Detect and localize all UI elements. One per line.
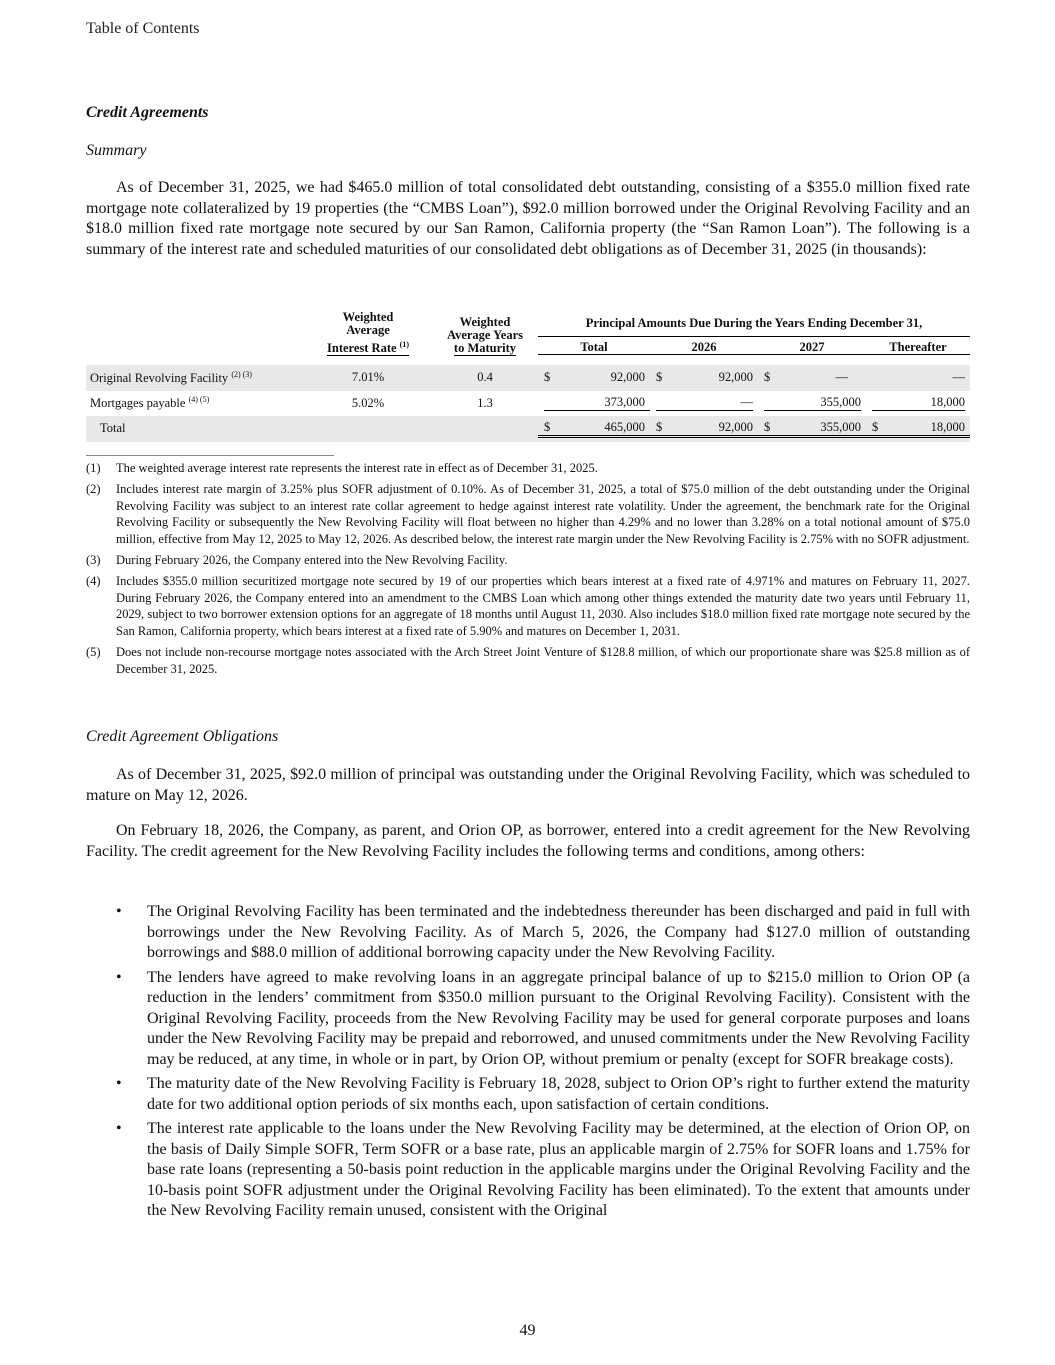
terms-bullet-list bbox=[86, 902, 970, 1226]
total-total: $ 465,000 bbox=[538, 416, 650, 442]
summary-paragraph-wrap bbox=[86, 178, 970, 260]
row-years: 1.3 bbox=[477, 395, 493, 410]
section-heading-wrap bbox=[86, 104, 970, 122]
section-title: Credit Agreements bbox=[86, 104, 209, 121]
total-label: Total bbox=[86, 416, 304, 442]
header-2027: 2027 bbox=[758, 337, 866, 355]
table-header-row-1 bbox=[86, 310, 970, 337]
header-years-to-maturity: Weighted Average Years to Maturity bbox=[446, 314, 523, 355]
footnote-divider bbox=[86, 455, 334, 456]
total-2027: $ 355,000 bbox=[758, 416, 866, 442]
row-2026: $ 92,000 bbox=[650, 365, 758, 391]
summary-paragraph: As of December 31, 2025, we had $465.0 million of total consolidated debt outstanding, consisting of a $355.0 million fixed rate mortgage note collateralized by 19 properties (the “CMBS Loan”), $92.0 million borrowed under the Original Revolving Facility and an $18.0 million fixed rate mortgage note secured by our San Ramon, California property (the “San Ramon Loan”). The following is a summary of the interest rate and scheduled maturities of our consolidated debt obligations as of December 31, 2025 (in thousands): bbox=[86, 179, 970, 258]
footnote-item: (2) Includes interest rate margin of 3.25% plus SOFR adjustment of 0.10%. As of December 31, 2025, a total of $75.0 million of the debt outstanding under the Original Revolving Facility was subject to an interest rate collar agreement to hedge against interest rate volatility. Under the agreement, the benchmark rate for the Original Revolving Facility or subsequently the New Revolving Facility will float between no higher than 4.29% and no lower than 3.28% on a total notional amount of $75.0 million, effective from May 12, 2025 to May 12, 2026. As described below, the interest rate margin under the New Revolving Facility is 2.75% with no SOFR adjustment. bbox=[86, 481, 970, 547]
table-row bbox=[86, 365, 970, 391]
row-2026: — bbox=[650, 391, 758, 417]
summary-heading-wrap bbox=[86, 142, 970, 160]
footnotes bbox=[86, 460, 970, 682]
footnote-item: (4) Includes $355.0 million securitized mortgage note secured by 19 of our properties which bears interest at a fixed rate of 4.971% and matures on February 11, 2027. During February 2026, the Company entered into an amendment to the CMBS Loan which among other things extended the maturity date two years until February 11, 2029, subject to two borrower extension options for an aggregate of 18 months until August 11, 2030. Also includes $18.0 million fixed rate mortgage note secured by the San Ramon, California property, which bears interest at a fixed rate of 5.90% and matures on December 1, 2031. bbox=[86, 573, 970, 639]
list-item: • The maturity date of the New Revolving Facility is February 18, 2028, subject to Orion OP’s right to further extend the maturity date for two additional option periods of six months each, upon satisfaction of certain conditions. bbox=[116, 1075, 970, 1113]
header-principal-group: Principal Amounts Due During the Years Ending December 31, bbox=[538, 310, 970, 337]
table-of-contents-link[interactable]: Table of Contents bbox=[86, 20, 200, 37]
list-item: • The Original Revolving Facility has been terminated and the indebtedness thereunder has been discharged and paid in full with borrowings under the New Revolving Facility. As of March 5, 2026, the Company had $127.0 million of outstanding borrowings and $88.0 million of additional borrowing capacity under the New Revolving Facility. bbox=[116, 903, 970, 961]
total-2026: $ 92,000 bbox=[650, 416, 758, 442]
obligations-paragraph-1: As of December 31, 2025, $92.0 million of principal was outstanding under the Original Revolving Facility, which was scheduled to mature on May 12, 2026. bbox=[86, 766, 970, 804]
obligations-paragraph-2: On February 18, 2026, the Company, as parent, and Orion OP, as borrower, entered into a credit agreement for the New Revolving Facility. The credit agreement for the New Revolving Facility includes the following terms and conditions, among others: bbox=[86, 822, 970, 860]
row-2027: 355,000 bbox=[758, 391, 866, 417]
header-2026: 2026 bbox=[650, 337, 758, 355]
table-total-row bbox=[86, 416, 970, 442]
obligations-para2-wrap bbox=[86, 821, 970, 862]
table-row bbox=[86, 391, 970, 417]
debt-summary-table bbox=[86, 310, 970, 442]
row-total: 373,000 bbox=[538, 391, 650, 417]
obligations-heading-wrap bbox=[86, 728, 970, 746]
header-interest-rate: Weighted Average Interest Rate $^{(1)}$ bbox=[327, 310, 409, 355]
row-label: Mortgages payable $^{(4) (5)}$ bbox=[90, 395, 210, 411]
obligations-heading: Credit Agreement Obligations bbox=[86, 728, 279, 745]
total-thereafter: $ 18,000 bbox=[866, 416, 970, 442]
row-rate: 5.02% bbox=[351, 395, 385, 410]
list-item: • The lenders have agreed to make revolving loans in an aggregate principal balance of up to $215.0 million to Orion OP (a reduction in the lenders’ commitment from $350.0 million pursuant to the Original Revolving Facility). Consistent with the Original Revolving Facility, proceeds from the New Revolving Facility may be used for general corporate purposes and loans under the New Revolving Facility may be prepaid and reborrowed, and unused commitments under the New Revolving Facility may be reduced, at any time, in whole or in part, by Orion OP, without premium or penalty (except for SOFR breakage costs). bbox=[116, 968, 970, 1068]
list-item: • The interest rate applicable to the loans under the New Revolving Facility may be determined, at the election of Orion OP, on the basis of Daily Simple SOFR, Term SOFR or a base rate, plus an applicable margin of 2.75% for SOFR loans and 1.75% for base rate loans (representing a 50-basis point reduction in the applicable margins under the Original Revolving Facility and the 10-basis point SOFR adjustment under the Original Revolving Facility has been eliminated). To the extent that amounts under the New Revolving Facility remain unused, consistent with the Original bbox=[116, 1120, 970, 1219]
obligations-para1-wrap bbox=[86, 765, 970, 806]
row-label: Original Revolving Facility $^{(2) (3)}$ bbox=[86, 365, 304, 391]
header-thereafter: Thereafter bbox=[866, 337, 970, 355]
summary-heading: Summary bbox=[86, 142, 147, 159]
row-total: $ 92,000 bbox=[538, 365, 650, 391]
footnote-item: (3) During February 2026, the Company entered into the New Revolving Facility. bbox=[86, 552, 508, 567]
header-total: Total bbox=[538, 337, 650, 355]
footnote-item: (5) Does not include non-recourse mortgage notes associated with the Arch Street Joint Venture of $128.8 million, of which our proportionate share was $25.8 million as of December 31, 2025. bbox=[86, 644, 970, 676]
page-number: 49 bbox=[519, 1322, 536, 1339]
footnote-item: (1) The weighted average interest rate represents the interest rate in effect as of December 31, 2025. bbox=[86, 461, 598, 475]
row-thereafter: 18,000 bbox=[866, 391, 970, 417]
row-rate: 7.01% bbox=[304, 365, 432, 391]
row-2027: $ — bbox=[758, 365, 866, 391]
row-thereafter: — bbox=[866, 365, 970, 391]
row-years: 0.4 bbox=[432, 365, 538, 391]
